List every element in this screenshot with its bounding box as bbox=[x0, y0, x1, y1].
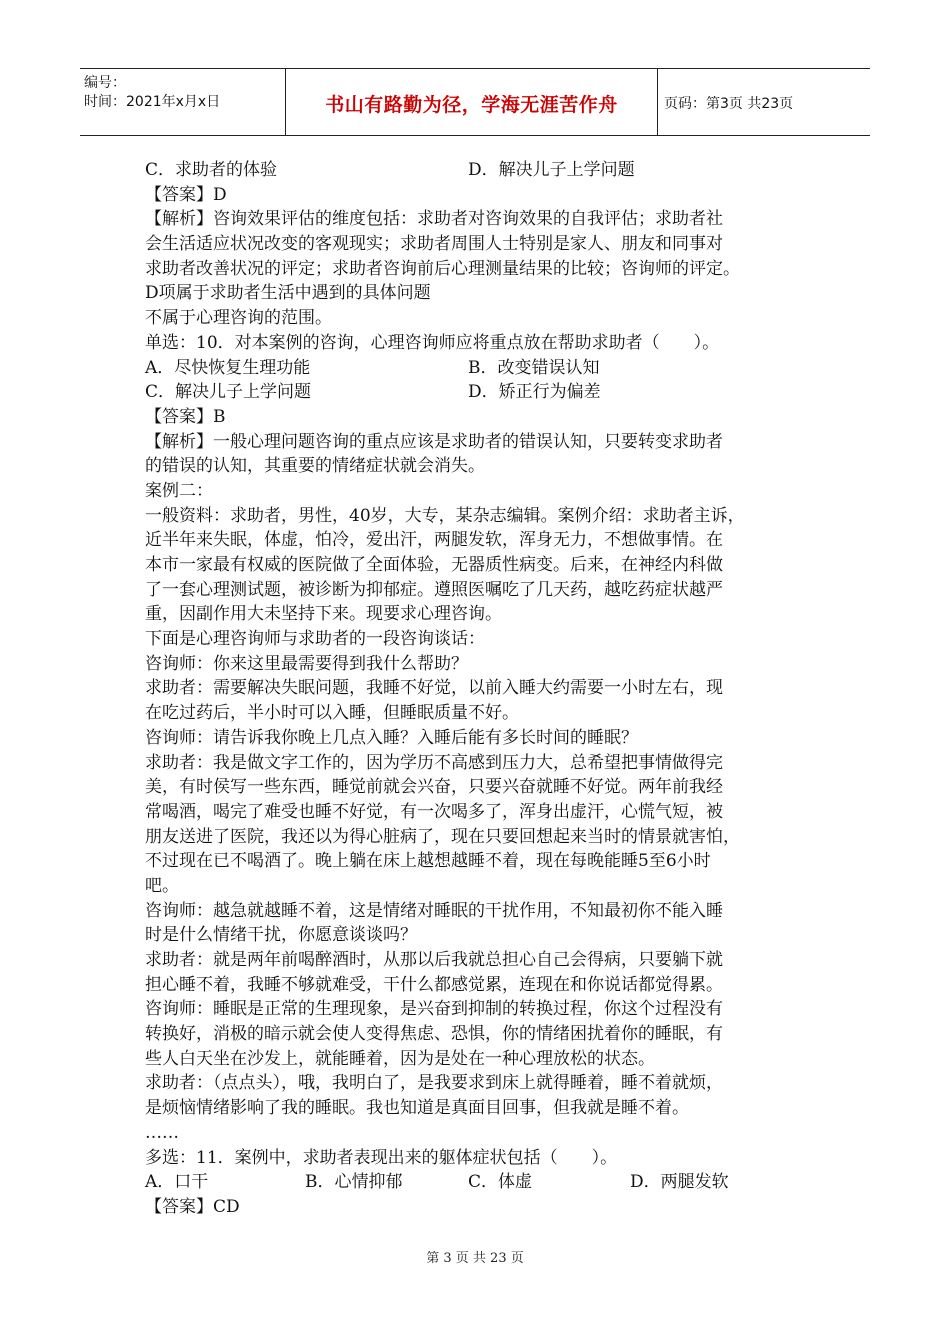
case-line: 求助者：需要解决失眠问题，我睡不好觉，以前入睡大约需要一小时左右，现 bbox=[145, 678, 723, 699]
case-line: 吧。 bbox=[145, 875, 179, 896]
case-line: 转换好，消极的暗示就会使人变得焦虑、恐惧，你的情绪困扰着你的睡眠，有 bbox=[145, 1024, 723, 1045]
analysis-line: 会生活适应状况改变的客观现实；求助者周围人士特别是家人、朋友和同事对 bbox=[145, 234, 723, 255]
case-line: 时是什么情绪干扰，你愿意谈谈吗？ bbox=[145, 925, 417, 946]
case-line: 求助者：（点点头），哦，我明白了，是我要求到床上就得睡着，睡不着就烦， bbox=[145, 1073, 723, 1094]
case-ellipsis: …… bbox=[145, 1122, 179, 1143]
case-line: 求助者：我是做文字工作的，因为学历不高感到压力大，总希望把事情做得完 bbox=[145, 752, 723, 773]
case-line: 了一套心理测试题，被诊断为抑郁症。遵照医嘱吃了几天药，越吃药症状越严 bbox=[145, 579, 723, 600]
option-c: C．解决儿子上学问题 bbox=[145, 382, 312, 403]
page-footer: 第 3 页 共 23 页 bbox=[426, 1251, 524, 1266]
case-line: 是烦恼情绪影响了我的睡眠。我也知道是真面目回事，但我就是睡不着。 bbox=[145, 1098, 689, 1119]
case-line: 一般资料：求助者，男性，40岁，大专，某杂志编辑。案例介绍：求助者主诉， bbox=[145, 505, 745, 526]
case-line: 常喝酒，喝完了难受也睡不好觉，有一次喝多了，浑身出虚汗，心慌气短，被 bbox=[145, 801, 723, 822]
page-header bbox=[80, 68, 870, 136]
answer-label: 【答案】B bbox=[145, 406, 226, 427]
header-motto: 书山有路勤为径，学海无涯苦作舟 bbox=[325, 94, 618, 116]
question-11-options bbox=[145, 1170, 815, 1195]
case-line: 朋友送进了医院，我还以为得心脏病了，现在只要回想起来当时的情景就害怕， bbox=[145, 826, 740, 847]
option-b: B．改变错误认知 bbox=[468, 357, 600, 378]
option-d: D．两腿发软 bbox=[630, 1172, 729, 1193]
analysis-line: 【解析】一般心理问题咨询的重点应该是求助者的错误认知，只要转变求助者 bbox=[145, 431, 723, 452]
case-line: 求助者：就是两年前喝醉酒时，从那以后我就总担心自己会得病，只要躺下就 bbox=[145, 950, 723, 970]
case-line: 咨询师：你来这里最需要得到我什么帮助？ bbox=[145, 653, 468, 674]
header-motto-cell bbox=[286, 69, 658, 135]
case-title: 案例二： bbox=[145, 480, 213, 501]
document-body bbox=[145, 158, 815, 1220]
analysis-line: 求助者改善状况的评定；求助者咨询前后心理测量结果的比较；咨询师的评定。 bbox=[145, 258, 740, 279]
case-line: 些人白天坐在沙发上，就能睡着，因为是处在一种心理放松的状态。 bbox=[145, 1048, 655, 1069]
analysis-line: 【解析】咨询效果评估的维度包括：求助者对咨询效果的自我评估；求助者社 bbox=[145, 209, 723, 230]
case-line: 咨询师：越急就越睡不着，这是情绪对睡眠的干扰作用，不知最初你不能入睡 bbox=[145, 900, 723, 921]
case-line: 不过现在已不喝酒了。晚上躺在床上越想越睡不着，现在每晚能睡5至6小时 bbox=[145, 851, 711, 872]
header-page-code: 页码：第3页 共23页 bbox=[664, 96, 794, 112]
question-10-options-cd bbox=[145, 380, 815, 405]
case-line: 重，因副作用大未坚持下来。现要求心理咨询。 bbox=[145, 604, 502, 625]
question-10-text: 单选：10．对本案例的咨询，心理咨询师应将重点放在帮助求助者（ ）。 bbox=[145, 332, 720, 353]
analysis-line: D项属于求助者生活中遇到的具体问题 bbox=[145, 283, 431, 304]
case-line: 美，有时侯写一些东西，睡觉前就会兴奋，只要兴奋就睡不好觉。两年前我经 bbox=[145, 777, 723, 798]
case-line: 咨询师：睡眠是正常的生理现象，是兴奋到抑制的转换过程，你这个过程没有 bbox=[145, 999, 723, 1020]
option-d: D．解决儿子上学问题 bbox=[468, 160, 635, 180]
analysis-line: 不属于心理咨询的范围。 bbox=[145, 308, 332, 329]
case-line: 近半年来失眠，体虚，怕冷，爱出汗，两腿发软，浑身无力，不想做事情。在 bbox=[145, 530, 723, 551]
header-meta-cell bbox=[80, 69, 286, 135]
option-d: D．矫正行为偏差 bbox=[468, 382, 601, 403]
option-a: A．口干 bbox=[145, 1172, 209, 1193]
question-10-options-ab bbox=[145, 356, 815, 381]
case-line: 在吃过药后，半小时可以入睡，但睡眠质量不好。 bbox=[145, 703, 519, 724]
answer-label: 【答案】D bbox=[145, 184, 227, 205]
header-page-cell bbox=[658, 69, 870, 135]
option-b: B．心情抑郁 bbox=[305, 1172, 403, 1193]
case-line: 下面是心理咨询师与求助者的一段咨询谈话： bbox=[145, 629, 485, 650]
case-line: 咨询师：请告诉我你晚上几点入睡？入睡后能有多长时间的睡眠？ bbox=[145, 727, 638, 748]
option-c: C．体虚 bbox=[468, 1172, 533, 1193]
analysis-line: 的错误的认知，其重要的情绪症状就会消失。 bbox=[145, 456, 485, 477]
case-line: 担心睡不着，我睡不够就难受，干什么都感觉累，连现在和你说话都觉得累。 bbox=[145, 974, 723, 995]
option-c: C．求助者的体验 bbox=[145, 160, 278, 180]
answer-label: 【答案】CD bbox=[145, 1196, 240, 1217]
option-a: A．尽快恢复生理功能 bbox=[145, 357, 311, 378]
question-11-text: 多选：11．案例中，求助者表现出来的躯体症状包括（ ）。 bbox=[145, 1147, 618, 1168]
document-number-label: 编号： bbox=[84, 75, 126, 91]
case-line: 本市一家最有权威的医院做了全面体验，无器质性病变。后来，在神经内科做 bbox=[145, 555, 723, 575]
question-9-options-cd bbox=[145, 158, 815, 183]
document-time-label: 时间：2021年x月x日 bbox=[84, 94, 221, 110]
